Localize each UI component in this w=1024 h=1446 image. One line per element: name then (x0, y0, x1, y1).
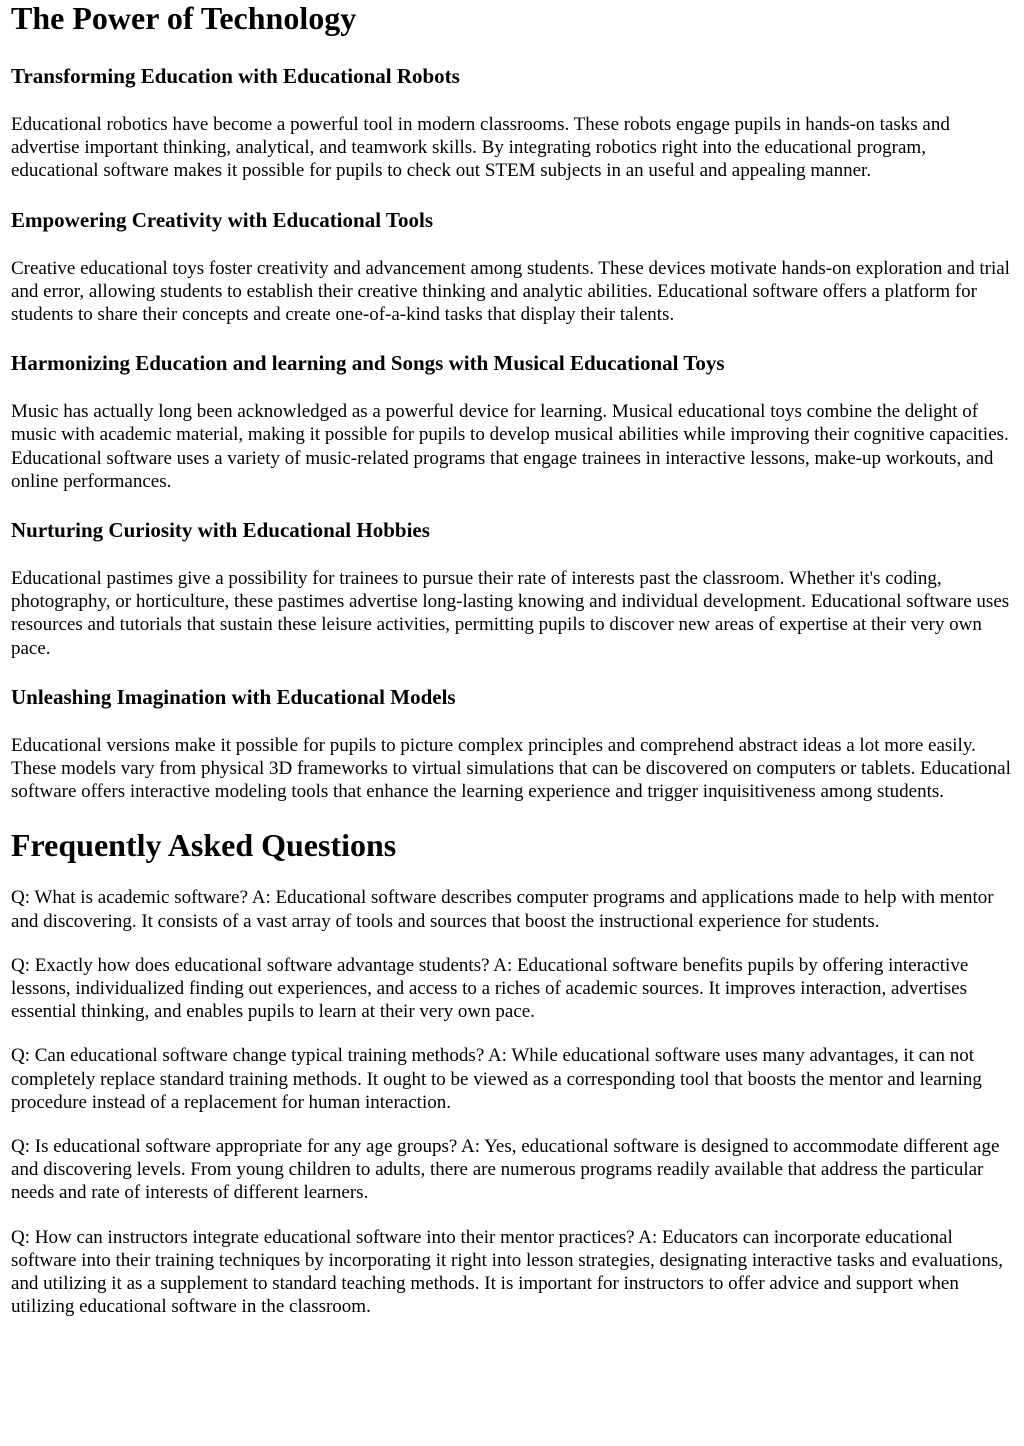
section-heading-music: Harmonizing Education and learning and Songs with Musical Educational Toys (11, 351, 725, 376)
faq-item: Q: How can instructors integrate educational software into their mentor practices? A: Educators can incorporate educational software into their training techniques by incorporating it right into lesson strategies, designating interactive tasks and evaluations, and utilizing it as a supplement to standard teaching methods. It is important for instructors to offer advice and support when utilizing educational software in the classroom. (11, 1226, 1003, 1318)
page-title: The Power of Technology (11, 0, 357, 36)
faq-item: Q: Can educational software change typical training methods? A: While educational software uses many advantages, it can not completely replace standard training methods. It ought to be viewed as a corresponding tool that boosts the mentor and learning procedure instead of a replacement for human interaction. (11, 1045, 982, 1113)
section-body-robots: Educational robotics have become a powerful tool in modern classrooms. These robots engage pupils in hands-on tasks and advertise important thinking, analytical, and teamwork skills. By integrating robotics right into the educational program, educational software makes it possible for pupils to check out STEM subjects in an useful and appealing manner. (11, 114, 950, 182)
section-body-music: Music has actually long been acknowledged as a powerful device for learning. Musical educational toys combine the delight of music with academic material, making it possible for pupils to develop musical abilities while improving their cognitive capacities. Educational software uses a variety of music-related programs that engage trainees in interactive lessons, make-up workouts, and online performances. (11, 401, 1009, 492)
faq-item: Q: Is educational software appropriate for any age groups? A: Yes, educational software is designed to accommodate different age and discovering levels. From young children to adults, there are numerous programs readily available that address the particular needs and rate of interests of different learners. (11, 1136, 1000, 1204)
section-heading-creativity: Empowering Creativity with Educational Tools (11, 207, 433, 232)
section-body-models: Educational versions make it possible for pupils to picture complex principles and comprehend abstract ideas a lot more easily. These models vary from physical 3D frameworks to virtual simulations that can be discovered on computers or tablets. Educational software offers interactive modeling tools that enhance the learning experience and trigger inquisitiveness among students. (11, 734, 1011, 803)
faq-item: Q: Exactly how does educational software advantage students? A: Educational software benefits pupils by offering interactive lessons, individualized finding out experiences, and access to a riches of academic sources. It improves interaction, advertises essential thinking, and enables pupils to learn at their very own pace. (11, 954, 969, 1023)
section-body-hobbies: Educational pastimes give a possibility for trainees to pursue their rate of interests past the classroom. Whether it's coding, photography, or horticulture, these pastimes advertise long-lasting knowing and individual development. Educational software uses resources and tutorials that sustain these leisure activities, permitting pupils to discover new areas of expertise at their very own pace. (11, 568, 1010, 659)
faq-title: Frequently Asked Questions (11, 827, 397, 864)
section-body-creativity: Creative educational toys foster creativity and advancement among students. These devices motivate hands-on exploration and trial and error, allowing students to establish their creative thinking and analytic abilities. Educational software offers a platform for students to share their concepts and create one-of-a-kind tasks that display their talents. (11, 257, 1010, 326)
section-heading-hobbies: Nurturing Curiosity with Educational Hobbies (11, 518, 430, 543)
section-heading-robots: Transforming Education with Educational Robots (11, 64, 460, 88)
section-heading-models: Unleashing Imagination with Educational Models (11, 684, 456, 709)
faq-item: Q: What is academic software? A: Educational software describes computer programs and applications made to help with mentor and discovering. It consists of a vast array of tools and sources that boost the instructional experience for students. (11, 887, 994, 932)
